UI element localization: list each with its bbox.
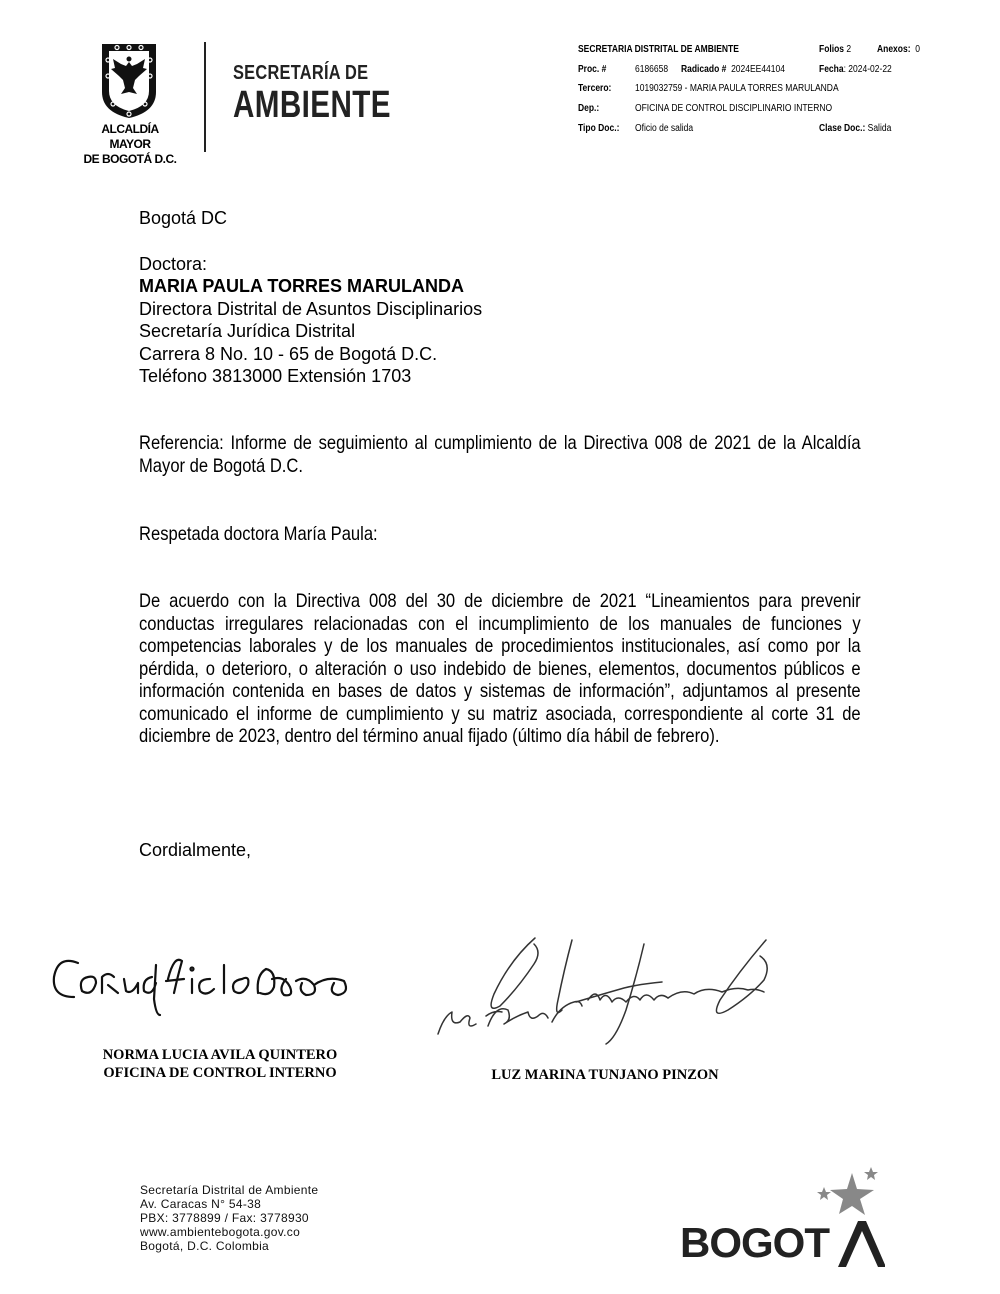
alcaldia-line-1: ALCALDÍA MAYOR xyxy=(101,122,159,151)
radicado-proc-label: Proc. # xyxy=(578,64,607,75)
greeting xyxy=(139,523,420,546)
body-paragraph xyxy=(139,590,861,748)
footer-line: PBX: 3778899 / Fax: 3778930 xyxy=(140,1211,309,1225)
footer-line: Secretaría Distrital de Ambiente xyxy=(140,1183,319,1197)
greeting-text: Respetada doctora María Paula: xyxy=(139,523,378,545)
svg-text:BOGOT: BOGOT xyxy=(680,1219,829,1266)
secretaria-logo-line-2: AMBIENTE xyxy=(233,84,391,126)
radicado-tipo-label: Tipo Doc.: xyxy=(578,123,620,134)
signer-1-office: OFICINA DE CONTROL INTERNO xyxy=(103,1065,337,1081)
radicado-entity: SECRETARIA DISTRITAL DE AMBIENTE xyxy=(578,44,739,55)
radicado-clase: Clase Doc.: Salida xyxy=(819,123,892,134)
radicado-tipo-value: Oficio de salida xyxy=(635,123,694,134)
signer-1-name: NORMA LUCIA AVILA QUINTERO xyxy=(102,1047,338,1063)
footer-website-link[interactable]: www.ambientebogota.gov.co xyxy=(140,1225,301,1239)
alcaldia-line-2: DE BOGOTÁ D.C. xyxy=(83,152,177,166)
footer-contact xyxy=(140,1183,318,1253)
reference xyxy=(139,432,988,477)
recipient-name: MARIA PAULA TORRES MARULANDA xyxy=(139,276,464,296)
signature-norma-avila xyxy=(44,935,364,1030)
radicado-number: Radicado # 2024EE44104 xyxy=(681,64,785,75)
radicado-folios: Folios 2 xyxy=(819,44,852,55)
recipient-line: Secretaría Jurídica Distrital xyxy=(139,321,356,341)
radicado-tercero-value: 1019032759 - MARIA PAULA TORRES MARULANDA xyxy=(635,83,839,94)
signer-2-name: LUZ MARINA TUNJANO PINZON xyxy=(491,1067,719,1083)
closing: Cordialmente, xyxy=(139,840,252,860)
footer-line: Bogotá, D.C. Colombia xyxy=(140,1239,270,1253)
bogota-coat-of-arms-icon xyxy=(99,42,159,120)
secretaria-logo-line-1: SECRETARÍA DE xyxy=(233,62,369,84)
letter-city: Bogotá DC xyxy=(139,208,228,228)
body-text: De acuerdo con la Directiva 008 del 30 de diciembre de 2021 “Lineamientos para prevenir conductas irregulares relacionadas con el incumplimiento de los manuales de funciones y competencias laborales y de los manuales de procedimientos institucionales, así como por la pérdida, o deterioro, o alteración o uso indebido de bienes, elementos, documentos públicos e información contenida en bases de datos y sistemas de información”, adjuntamos al presente comunicado el informe de cumplimiento y su matriz asociada, correspondiente al corte 31 de diciembre de 2023, dentro del término anual fijado (último día hábil de febrero). xyxy=(139,590,861,747)
radicado-proc-value: 6186658 xyxy=(635,64,669,75)
salutation-title: Doctora: xyxy=(139,254,208,274)
radicado-anexos: Anexos: 0 xyxy=(877,44,920,55)
radicado-tercero-label: Tercero: xyxy=(578,83,612,94)
logo-divider xyxy=(204,42,206,152)
recipient-line: Directora Distrital de Asuntos Disciplinarios xyxy=(139,299,483,319)
recipient-line: Teléfono 3813000 Extensión 1703 xyxy=(139,366,412,386)
radicado-dep-value: OFICINA DE CONTROL DISCIPLINARIO INTERNO xyxy=(635,103,833,114)
bogota-brand-logo xyxy=(680,1215,885,1281)
footer-line: Av. Caracas N° 54-38 xyxy=(140,1197,262,1211)
recipient-line: Carrera 8 No. 10 - 65 de Bogotá D.C. xyxy=(139,344,438,364)
reference-text: Referencia: Informe de seguimiento al cumplimiento de la Directiva 008 de 2021 de la Alcaldía Mayor de Bogotá D.C. xyxy=(139,432,861,477)
radicado-fecha: Fecha: 2024-02-22 xyxy=(819,64,892,75)
radicado-dep-label: Dep.: xyxy=(578,103,600,114)
alcaldia-logo-text xyxy=(80,122,180,167)
signature-luz-tunjano xyxy=(430,930,780,1050)
